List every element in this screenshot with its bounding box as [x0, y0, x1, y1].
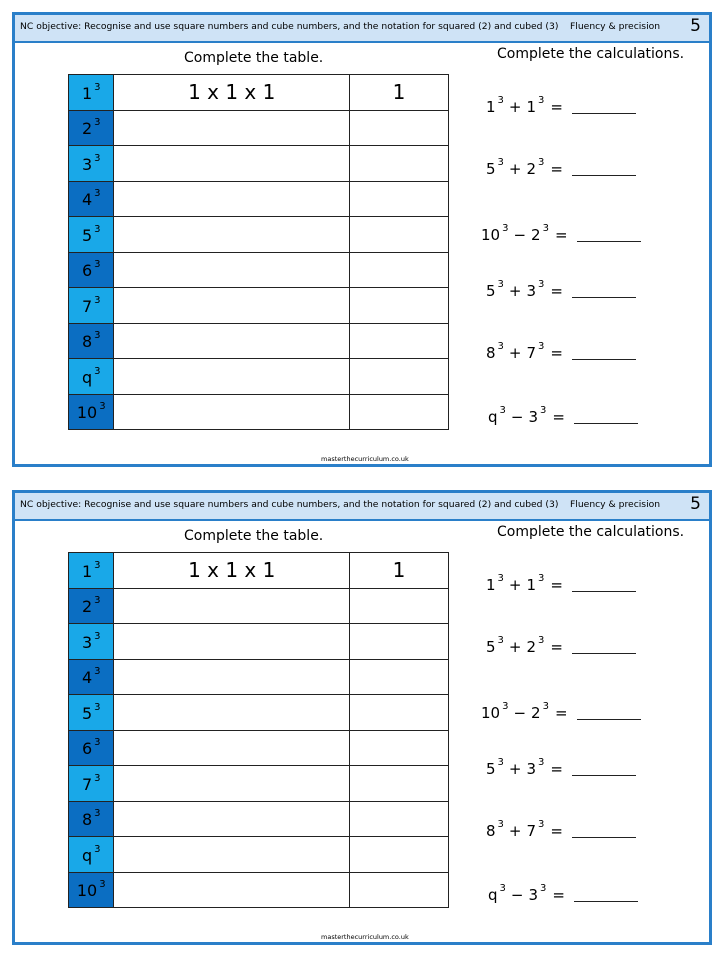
working-cell[interactable]	[114, 872, 349, 908]
table-row	[69, 146, 449, 182]
working-cell[interactable]	[114, 217, 349, 253]
result-cell[interactable]	[349, 801, 448, 837]
worksheet-card	[12, 12, 712, 467]
working-cell[interactable]	[114, 252, 349, 288]
cube-table	[68, 74, 449, 430]
working-cell[interactable]: 1 x 1 x 1	[114, 553, 349, 589]
fluency-label: Fluency & precision	[570, 21, 661, 32]
result-cell[interactable]: 1	[349, 553, 448, 589]
footer-url: masterthecurriculum.co.uk	[321, 933, 409, 941]
working-cell[interactable]	[114, 181, 349, 217]
page-number: 5	[690, 494, 701, 514]
header-bar	[15, 493, 709, 521]
working-cell[interactable]	[114, 837, 349, 873]
calculations-title: Complete the calculations.	[497, 46, 685, 62]
answer-blank[interactable]	[572, 837, 636, 838]
table-row	[69, 695, 449, 731]
table-row	[69, 588, 449, 624]
cube-label: 4 $^3$	[69, 659, 114, 695]
calculation-2: 5 $^3$ + 2 $^3$ =	[486, 157, 636, 181]
result-cell[interactable]	[349, 323, 448, 359]
cube-label: 10 $^3$	[69, 872, 114, 908]
table-row	[69, 110, 449, 146]
answer-blank[interactable]	[572, 775, 636, 776]
table-row	[69, 837, 449, 873]
answer-blank[interactable]	[572, 591, 636, 592]
cube-label: 1 $^3$	[69, 553, 114, 589]
result-cell[interactable]	[349, 695, 448, 731]
table-row	[69, 217, 449, 253]
cube-label: 3 $^3$	[69, 146, 114, 182]
calculation-5: 8 $^3$ + 7 $^3$ =	[486, 819, 636, 843]
working-cell[interactable]	[114, 588, 349, 624]
answer-blank[interactable]	[572, 359, 636, 360]
working-cell[interactable]	[114, 624, 349, 660]
working-cell[interactable]	[114, 695, 349, 731]
answer-blank[interactable]	[572, 113, 636, 114]
objective-text: NC objective: Recognise and use square numbers and cube numbers, and the notation for squared (2) and cubed (3)	[20, 21, 559, 32]
result-cell[interactable]	[349, 588, 448, 624]
calculation-6: q $^3$ − 3 $^3$ =	[488, 883, 638, 907]
table-title: Complete the table.	[184, 528, 324, 544]
cube-label: 2 $^3$	[69, 588, 114, 624]
result-cell[interactable]	[349, 288, 448, 324]
cube-label: 4 $^3$	[69, 181, 114, 217]
working-cell[interactable]	[114, 110, 349, 146]
fluency-label: Fluency & precision	[570, 499, 661, 510]
table-row	[69, 181, 449, 217]
page-number: 5	[690, 16, 701, 36]
result-cell[interactable]	[349, 217, 448, 253]
table-row	[69, 394, 449, 430]
cube-label: 6 $^3$	[69, 252, 114, 288]
table-row	[69, 624, 449, 660]
working-cell[interactable]	[114, 323, 349, 359]
table-row	[69, 323, 449, 359]
footer-url: masterthecurriculum.co.uk	[321, 455, 409, 463]
result-cell[interactable]	[349, 730, 448, 766]
result-cell[interactable]	[349, 659, 448, 695]
result-cell[interactable]	[349, 837, 448, 873]
cube-table	[68, 552, 449, 908]
calculation-1: 1 $^3$ + 1 $^3$ =	[486, 95, 636, 119]
calculation-1: 1 $^3$ + 1 $^3$ =	[486, 573, 636, 597]
result-cell[interactable]	[349, 624, 448, 660]
table-row	[69, 359, 449, 395]
working-cell[interactable]	[114, 766, 349, 802]
cube-label: 7 $^3$	[69, 766, 114, 802]
cube-label: 5 $^3$	[69, 695, 114, 731]
cube-label: 2 $^3$	[69, 110, 114, 146]
answer-blank[interactable]	[577, 719, 641, 720]
working-cell[interactable]	[114, 359, 349, 395]
worksheet-card	[12, 490, 712, 945]
cube-label: 7 $^3$	[69, 288, 114, 324]
cube-label: 8 $^3$	[69, 801, 114, 837]
calculation-6: q $^3$ − 3 $^3$ =	[488, 405, 638, 429]
calculation-2: 5 $^3$ + 2 $^3$ =	[486, 635, 636, 659]
working-cell[interactable]	[114, 394, 349, 430]
calculations-title: Complete the calculations.	[497, 524, 685, 540]
result-cell[interactable]	[349, 110, 448, 146]
table-row	[69, 553, 449, 589]
result-cell[interactable]	[349, 359, 448, 395]
cube-label: 6 $^3$	[69, 730, 114, 766]
header-bar	[15, 15, 709, 43]
calculation-4: 5 $^3$ + 3 $^3$ =	[486, 757, 636, 781]
calculation-4: 5 $^3$ + 3 $^3$ =	[486, 279, 636, 303]
working-cell[interactable]	[114, 146, 349, 182]
cube-label: 5 $^3$	[69, 217, 114, 253]
working-cell[interactable]	[114, 288, 349, 324]
result-cell[interactable]	[349, 146, 448, 182]
working-cell[interactable]	[114, 659, 349, 695]
cube-label: 8 $^3$	[69, 323, 114, 359]
cube-label: q $^3$	[69, 359, 114, 395]
result-cell[interactable]	[349, 394, 448, 430]
table-row	[69, 75, 449, 111]
working-cell[interactable]	[114, 801, 349, 837]
answer-blank[interactable]	[577, 241, 641, 242]
working-cell[interactable]: 1 x 1 x 1	[114, 75, 349, 111]
cube-label: q $^3$	[69, 837, 114, 873]
cube-label: 3 $^3$	[69, 624, 114, 660]
cube-label: 10 $^3$	[69, 394, 114, 430]
result-cell[interactable]	[349, 181, 448, 217]
table-row	[69, 252, 449, 288]
working-cell[interactable]	[114, 730, 349, 766]
result-cell[interactable]	[349, 872, 448, 908]
objective-text: NC objective: Recognise and use square numbers and cube numbers, and the notation for squared (2) and cubed (3)	[20, 499, 559, 510]
answer-blank[interactable]	[572, 653, 636, 654]
result-cell[interactable]	[349, 766, 448, 802]
cube-label: 1 $^3$	[69, 75, 114, 111]
table-row	[69, 766, 449, 802]
table-row	[69, 730, 449, 766]
answer-blank[interactable]	[574, 423, 638, 424]
table-title: Complete the table.	[184, 50, 324, 66]
answer-blank[interactable]	[572, 297, 636, 298]
table-row	[69, 872, 449, 908]
calculation-3: 10 $^3$ − 2 $^3$ =	[481, 223, 641, 247]
answer-blank[interactable]	[574, 901, 638, 902]
result-cell[interactable]: 1	[349, 75, 448, 111]
answer-blank[interactable]	[572, 175, 636, 176]
table-row	[69, 659, 449, 695]
table-row	[69, 801, 449, 837]
calculation-5: 8 $^3$ + 7 $^3$ =	[486, 341, 636, 365]
table-row	[69, 288, 449, 324]
calculation-3: 10 $^3$ − 2 $^3$ =	[481, 701, 641, 725]
result-cell[interactable]	[349, 252, 448, 288]
